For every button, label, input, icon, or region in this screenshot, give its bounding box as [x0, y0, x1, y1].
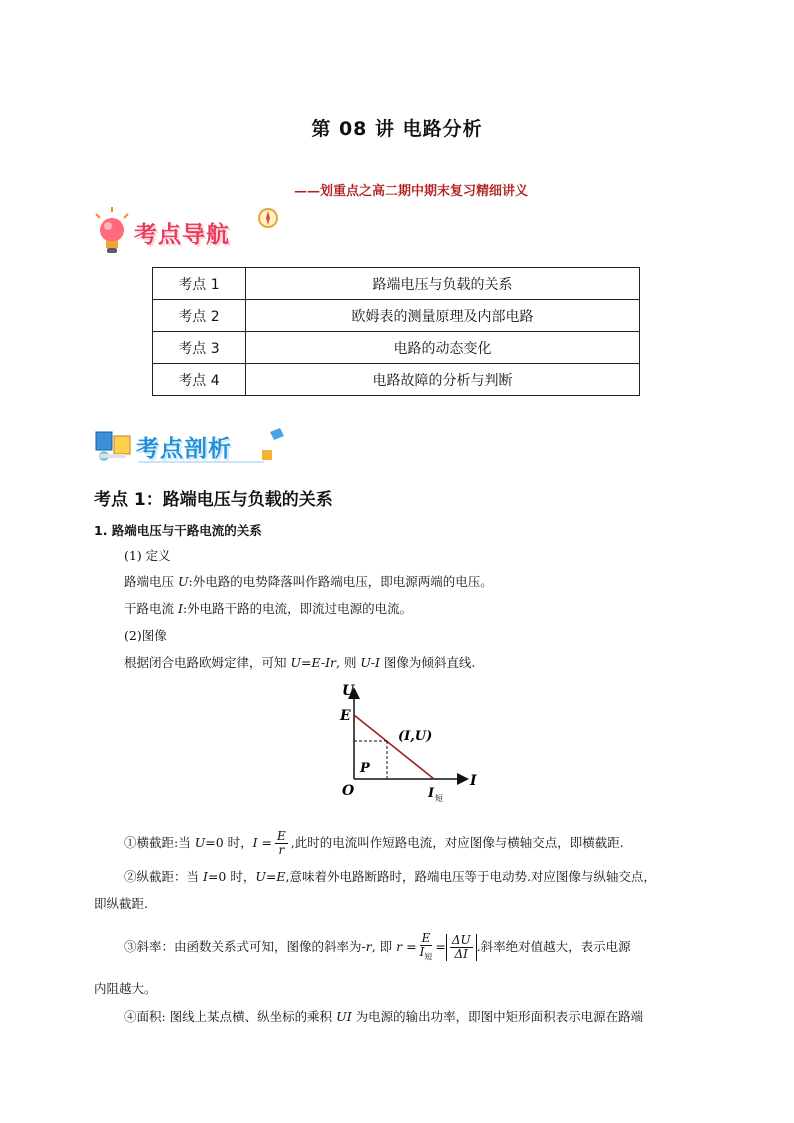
item-area: ④面积: 图线上某点横、纵坐标的乘积 UI 为电源的输出功率，即图中矩形面积表示电源在路端 — [124, 1009, 644, 1024]
graph-label: (2)图像 — [124, 628, 167, 643]
short-circuit-label: I — [428, 786, 435, 801]
item-horizontal-intercept: ①横截距:当 U=0 时，I = $\frac{E}{r}$ ,此时的电流叫作短路电流，对应图像与横轴交点，即横截距. — [124, 829, 624, 857]
item-vertical-intercept: ②纵截距：当 I=0 时，U=E,意味着外电路断路时，路端电压等于电动势.对应图像与纵轴交点， — [124, 869, 656, 884]
subsection-heading: 1. 路端电压与干路电流的关系 — [94, 523, 262, 538]
topic-title: 路端电压与负载的关系 — [246, 268, 640, 300]
topic-nav-table — [152, 267, 640, 396]
i-axis-label: I — [470, 773, 477, 789]
p-label: P — [360, 761, 370, 776]
u-axis-label: U — [342, 684, 355, 699]
analysis-banner-label: 考点剖析 — [136, 436, 232, 462]
item-vertical-intercept-cont: 即纵截距. — [94, 896, 148, 911]
item-slope-cont: 内阻越大。 — [94, 981, 157, 996]
page-title: 第 08 讲 电路分析 — [311, 118, 483, 140]
graph-description: 根据闭合电路欧姆定律，可知 U=E-Ir, 则 U-I 图像为倾斜直线. — [124, 655, 476, 670]
definition-main-current: 干路电流 I:外电路干路的电流，即流过电源的电流。 — [124, 601, 413, 616]
topic-title: 电路的动态变化 — [246, 332, 640, 364]
topic-key: 考点 3 — [153, 332, 246, 364]
section-heading: 考点 1：路端电压与负载的关系 — [94, 490, 333, 510]
topic-title: 欧姆表的测量原理及内部电路 — [246, 300, 640, 332]
page-subtitle: ——划重点之高二期中期末复习精细讲义 — [293, 184, 528, 199]
point-label: (I,U) — [398, 729, 433, 744]
table-row — [153, 364, 640, 396]
topic-title: 电路故障的分析与判断 — [246, 364, 640, 396]
short-circuit-subscript: 短 — [435, 794, 443, 802]
topic-key: 考点 4 — [153, 364, 246, 396]
topic-key: 考点 2 — [153, 300, 246, 332]
analysis-banner — [94, 424, 294, 468]
table-row — [153, 268, 640, 300]
e-label: E — [340, 708, 351, 724]
item-slope: ③斜率：由函数关系式可知，图像的斜率为-r, 即 r = $\frac{E}{I_短}$ = $\frac{\Delta U}{\Delta I}$ .斜率绝对值越大，表示电源 — [124, 931, 631, 962]
definition-terminal-voltage: 路端电压 U:外电路的电势降落叫作路端电压，即电源两端的电压。 — [124, 574, 493, 589]
definition-label: (1) 定义 — [124, 548, 171, 563]
table-row — [153, 332, 640, 364]
origin-label: O — [342, 783, 355, 799]
table-row — [153, 300, 640, 332]
topic-key: 考点 1 — [153, 268, 246, 300]
nav-banner — [94, 206, 284, 262]
nav-banner-label: 考点导航 — [134, 222, 230, 248]
ui-graph — [336, 684, 486, 802]
